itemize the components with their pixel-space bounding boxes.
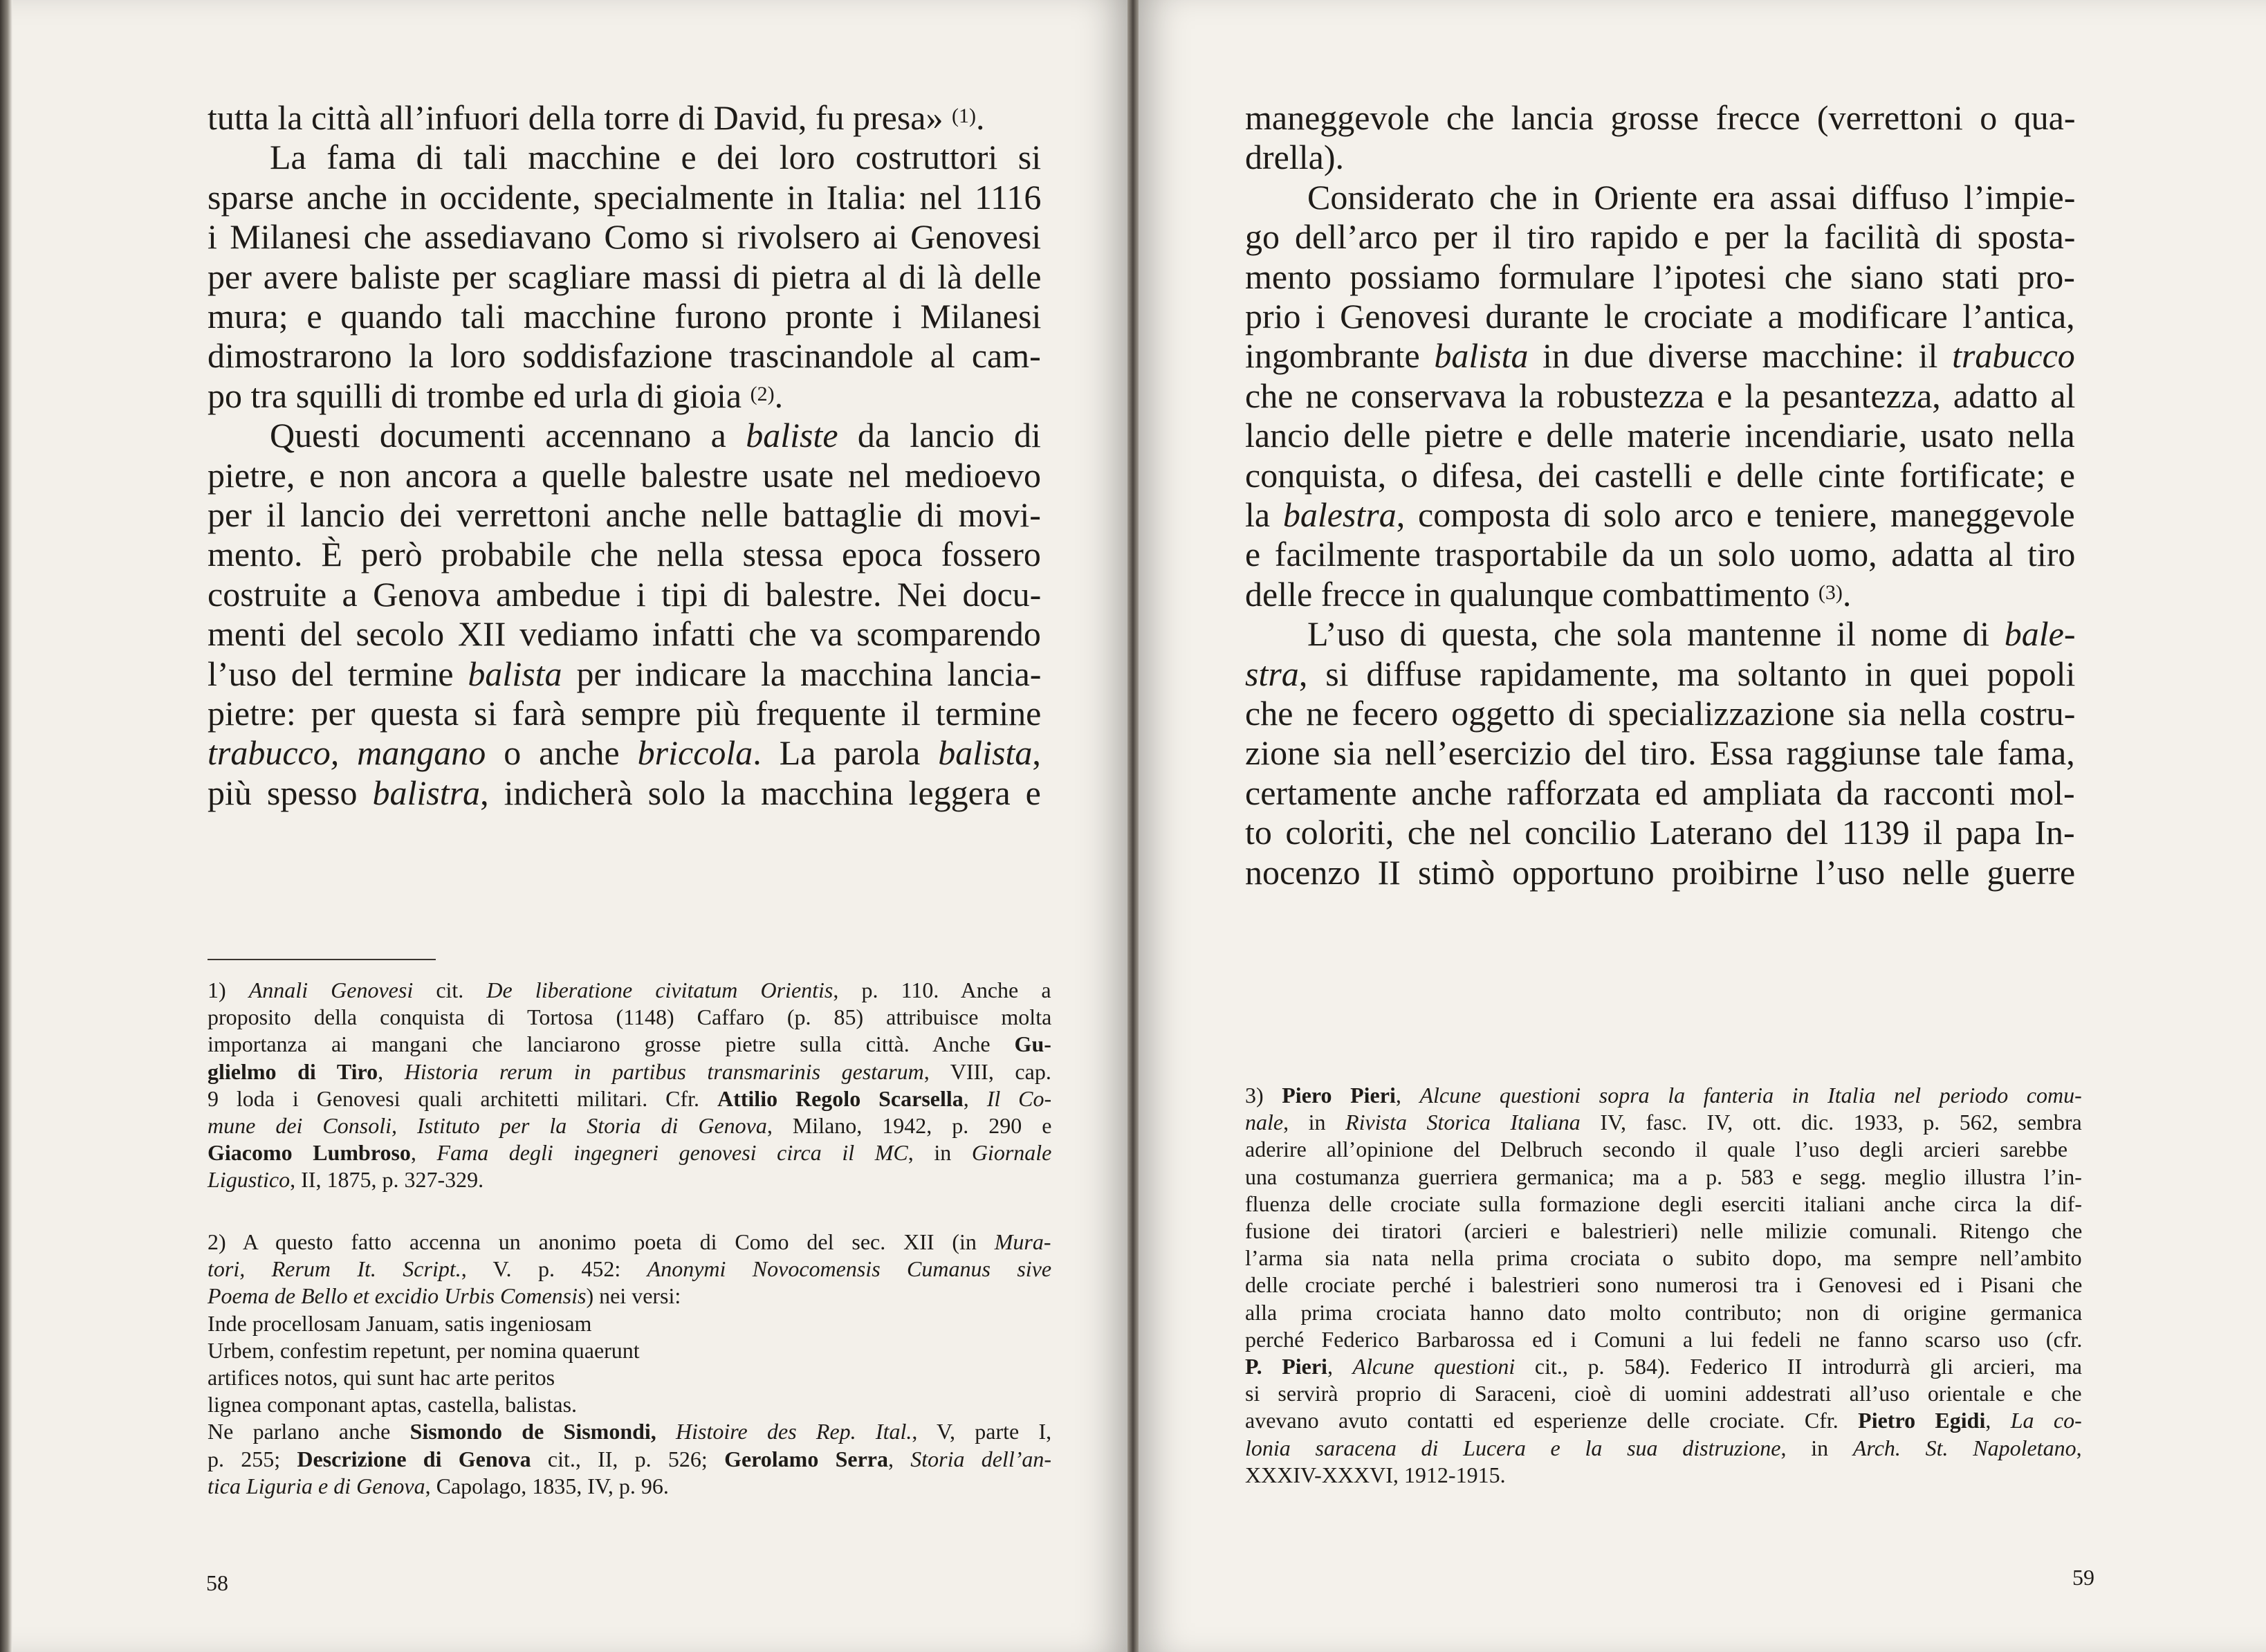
footnote-line: delle crociate perché i balestrieri sono numerosi tra i Genovesi ed i Pisani che (1245, 1272, 2083, 1298)
page-number-left: 58 (206, 1570, 228, 1595)
body-line: Questi documenti accennano a baliste da lancio di (270, 416, 1041, 455)
body-line: prio i Genovesi durante le crociate a modificare l’antica, (1245, 297, 2075, 336)
footnote-line: XXXIV-XXXVI, 1912-1915. (1245, 1462, 1506, 1487)
footnote-line: 9 loda i Genovesi quali architetti militari. Cfr. Attilio Regolo Scarsella, Il Co- (208, 1085, 1052, 1111)
body-line: delle frecce in qualunque combattimento $^{(3)}$. (1245, 574, 1852, 614)
body-line: mento. È però probabile che nella stessa epoca fossero (208, 535, 1041, 574)
footnote-line: Inde procellosam Januam, satis ingeniosam (208, 1310, 592, 1336)
footnote-line: 2) A questo fatto accenna un anonimo poeta di Como del sec. XII (in Mura- (208, 1229, 1051, 1254)
body-line: La fama di tali macchine e dei loro costruttori si (270, 138, 1042, 177)
body-line: drella). (1245, 138, 1344, 177)
footnote-line: avevano avuto contatti ed esperienze delle crociate. Cfr. Pietro Egidi, La co- (1245, 1408, 2082, 1433)
book-gutter (1127, 0, 1139, 1652)
body-line: che ne fecero oggetto di specializzazione sia nella costru- (1245, 694, 2076, 733)
body-line: trabucco, mangano o anche briccola. La parola balista, (208, 733, 1041, 773)
body-line: dimostrarono la loro soddisfazione trascinandole al cam- (208, 336, 1041, 376)
body-line: costruite a Genova ambedue i tipi di balestre. Nei docu- (208, 574, 1042, 614)
body-line: po tra squilli di trombe ed urla di gioia $^{(2)}$. (208, 376, 784, 415)
body-line: Considerato che in Oriente era assai diffuso l’impie- (1307, 177, 2076, 217)
body-line: e facilmente trasportabile da un solo uomo, adatta al tiro (1245, 535, 2076, 574)
body-line: mura; e quando tali macchine furono pronte i Milanesi (208, 297, 1042, 336)
body-line: stra, si diffuse rapidamente, ma soltanto in quei popoli (1245, 654, 2076, 693)
footnote-line: fluenza delle crociate sulla formazione degli eserciti italiani anche circa la dif- (1245, 1191, 2083, 1216)
body-line: certamente anche rafforzata ed ampliata da racconti mol- (1245, 773, 2075, 812)
body-line: pietre, e non ancora a quelle balestre usate nel medioevo (208, 455, 1042, 495)
body-line: L’uso di questa, che sola mantenne il nome di bale- (1307, 614, 2076, 654)
footnote-line: lonia saracena di Lucera e la sua distruzione, in Arch. St. Napoletano, (1245, 1435, 2082, 1460)
footnote-line: lignea componant aptas, castella, balistas. (208, 1392, 578, 1417)
body-line: l’uso del termine balista per indicare la macchina lancia- (208, 654, 1042, 693)
footnote-line: fusione dei tiratori (arcieri e balestrieri) nelle milizie comunali. Ritengo che (1245, 1218, 2083, 1243)
footnote-line: Urbem, confestim repetunt, per nomina quaerunt (208, 1337, 640, 1363)
footnote-line: glielmo di Tiro, Historia rerum in partibus transmarinis gestarum, VIII, cap. (208, 1058, 1051, 1084)
body-line: lancio delle pietre e delle materie incendiarie, usato nella (1245, 416, 2075, 455)
footnote-line: l’arma sia nata nella prima crociata o subito dopo, ma sempre nell’ambito (1245, 1245, 2082, 1271)
body-line: la balestra, composta di solo arco e teniere, maneggevole (1245, 495, 2075, 534)
footnote-line: Giacomo Lumbroso, Fama degli ingegneri genovesi circa il MC, in Giornale (208, 1140, 1052, 1166)
footnote-line: alla prima crociata hanno dato molto contributo; non di origine germanica (1245, 1299, 2083, 1325)
footnote-line: P. Pieri, Alcune questioni cit., p. 584). Federico II introdurrà gli arcieri, ma (1245, 1354, 2082, 1379)
body-line: maneggevole che lancia grosse frecce (verrettoni o qua- (1245, 98, 2076, 137)
footnote-line: una costumanza guerriera germanica; ma a p. 583 e segg. meglio illustra l’in- (1245, 1164, 2082, 1189)
left-page (0, 0, 1127, 1652)
footnote-line: 3) Piero Pieri, Alcune questioni sopra la fanteria in Italia nel periodo comu- (1245, 1083, 2082, 1108)
body-line: mento possiamo formulare l’ipotesi che siano stati pro- (1245, 257, 2075, 296)
footnote-line: Ne parlano anche Sismondo de Sismondi, Histoire des Rep. Ital., V, parte I, (208, 1419, 1052, 1444)
footnote-line: p. 255; Descrizione di Genova cit., II, p. 526; Gerolamo Serra, Storia dell’an- (208, 1446, 1052, 1471)
footnote-line: nale, in Rivista Storica Italiana IV, fasc. IV, ott. dic. 1933, p. 562, sembra (1245, 1110, 2082, 1135)
body-line: pietre: per questa si farà sempre più frequente il termine (208, 694, 1042, 733)
footnote-line: tori, Rerum It. Script., V. p. 452: Anonymi Novocomensis Cumanus sive (208, 1256, 1052, 1282)
footnote-line: tica Liguria e di Genova, Capolago, 1835, IV, p. 96. (208, 1473, 669, 1498)
footnote-line: 1) Annali Genovesi cit. De liberatione civitatum Orientis, p. 110. Anche a (208, 978, 1051, 1002)
footnote-line: Poema de Bello et excidio Urbis Comensis) nei versi: (208, 1283, 681, 1309)
body-line: zione sia nell’esercizio del tiro. Essa raggiunse tale fama, (1245, 733, 2075, 773)
footnote-line: perché Federico Barbarossa ed i Comuni a lui fedeli ne fanno scarso uso (cfr. (1245, 1326, 2083, 1352)
footnote-line: Ligustico, II, 1875, p. 327-329. (208, 1167, 484, 1193)
right-page (1139, 0, 2266, 1652)
body-line: go dell’arco per il tiro rapido e per la facilità di sposta- (1245, 217, 2076, 257)
footnote-rule (208, 959, 436, 960)
page-number-right: 59 (2072, 1565, 2094, 1590)
body-line: menti del secolo XII vediamo infatti che va scomparendo (208, 614, 1041, 654)
body-line: to coloriti, che nel concilio Laterano del 1139 il papa In- (1245, 813, 2075, 852)
body-line: nocenzo II stimò opportuno proibirne l’uso nelle guerre (1245, 852, 2076, 892)
body-line: più spesso balistra, indicherà solo la macchina leggera e (208, 773, 1041, 812)
body-line: che ne conservava la robustezza e la pesantezza, adatto al (1245, 376, 2076, 415)
footnote-line: proposito della conquista di Tortosa (1148) Caffaro (p. 85) attribuisce molta (208, 1004, 1052, 1030)
footnote-line: aderire all’opinione del Delbruch secondo il quale l’uso degli arcieri sarebbe (1245, 1137, 2068, 1162)
body-line: conquista, o difesa, dei castelli e delle cinte fortificate; e (1245, 455, 2075, 495)
body-line: per avere baliste per scagliare massi di pietra al di là delle (208, 257, 1042, 296)
body-line: sparse anche in occidente, specialmente in Italia: nel 1116 (208, 177, 1042, 217)
body-line: i Milanesi che assediavano Como si rivolsero ai Genovesi (208, 217, 1042, 257)
body-line: tutta la città all’infuori della torre di David, fu presa» $^{(1)}$. (208, 98, 985, 137)
footnote-line: mune dei Consoli, Istituto per la Storia di Genova, Milano, 1942, p. 290 e (208, 1113, 1052, 1138)
body-line: ingombrante balista in due diverse macchine: il trabucco (1245, 336, 2075, 376)
footnote-line: si servirà proprio di Saraceni, cioè di uomini addestrati all’uso orientale e che (1245, 1381, 2082, 1406)
body-line: per il lancio dei verrettoni anche nelle battaglie di movi- (208, 495, 1041, 534)
footnote-line: importanza ai mangani che lanciarono grosse pietre sulla città. Anche Gu- (208, 1031, 1051, 1057)
left-book-edge (0, 0, 12, 1652)
footnote-line: artifices notos, qui sunt hac arte peritos (208, 1365, 555, 1390)
